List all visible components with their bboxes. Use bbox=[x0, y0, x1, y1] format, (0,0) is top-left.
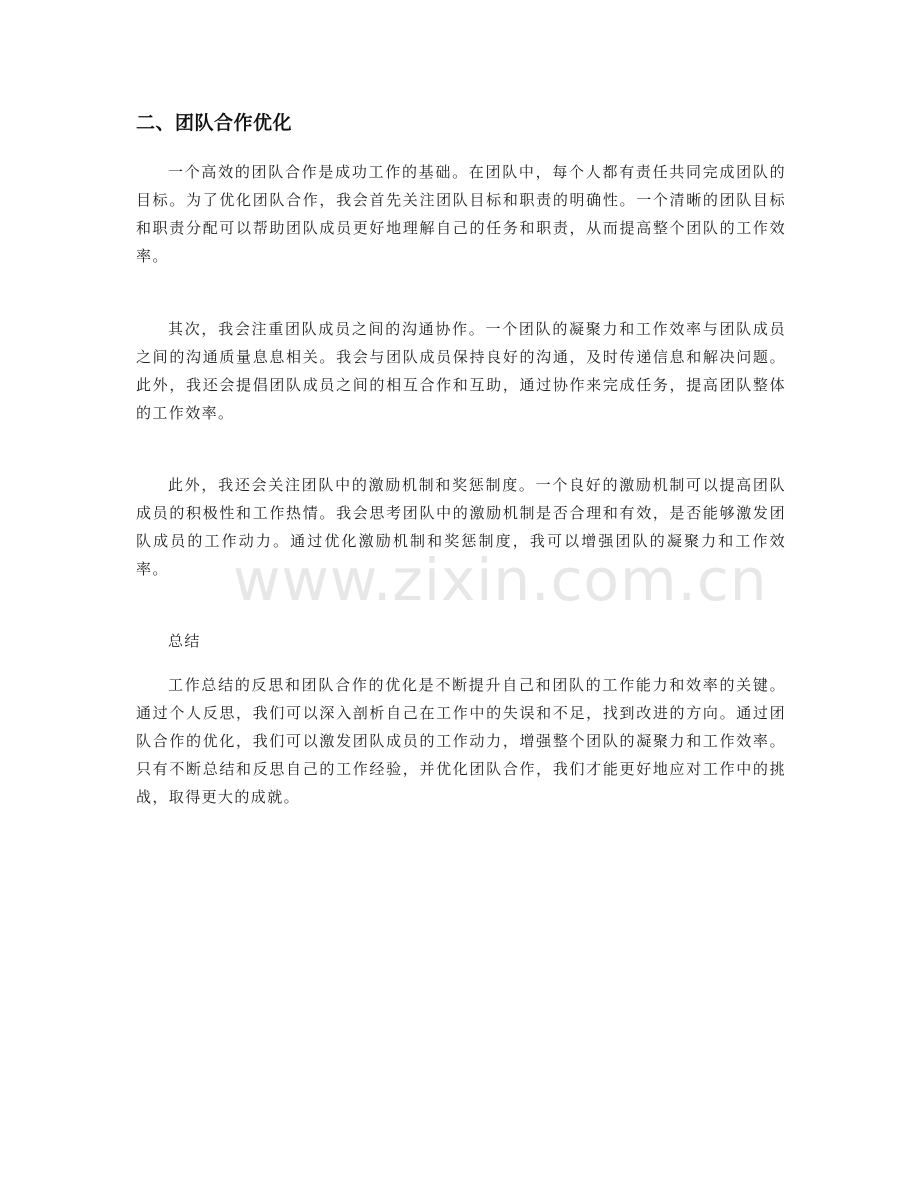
section-heading: 二、团队合作优化 bbox=[136, 112, 293, 134]
paragraph-incentives: 此外，我还会关注团队中的激励机制和奖惩制度。一个良好的激励机制可以提高团队成员的积极性和工作热情。我会思考团队中的激励机制是否合理和有效，是否能够激发团队成员的工作动力。通过优化激励机制和奖惩制度，我可以增强团队的凝聚力和工作效率。 bbox=[136, 476, 786, 578]
watermark: www.zixin.com.cn bbox=[233, 546, 768, 614]
paragraph-team-goals: 一个高效的团队合作是成功工作的基础。在团队中，每个人都有责任共同完成团队的目标。为了优化团队合作，我会首先关注团队目标和职责的明确性。一个清晰的团队目标和职责分配可以帮助团队成员更好地理解自己的任务和职责，从而提高整个团队的工作效率。 bbox=[136, 163, 786, 265]
summary-paragraph: 工作总结的反思和团队合作的优化是不断提升自己和团队的工作能力和效率的关键。通过个人反思，我们可以深入剖析自己在工作中的失误和不足，找到改进的方向。通过团队合作的优化，我们可以激发团队成员的工作动力，增强整个团队的凝聚力和工作效率。只有不断总结和反思自己的工作经验，并优化团队合作，我们才能更好地应对工作中的挑战，取得更大的成就。 bbox=[136, 676, 786, 806]
paragraph-communication: 其次，我会注重团队成员之间的沟通协作。一个团队的凝聚力和工作效率与团队成员之间的沟通质量息息相关。我会与团队成员保持良好的沟通，及时传递信息和解决问题。此外，我还会提倡团队成员之间的相互合作和互助，通过协作来完成任务，提高团队整体的工作效率。 bbox=[136, 320, 786, 422]
summary-heading: 总结 bbox=[168, 632, 201, 650]
